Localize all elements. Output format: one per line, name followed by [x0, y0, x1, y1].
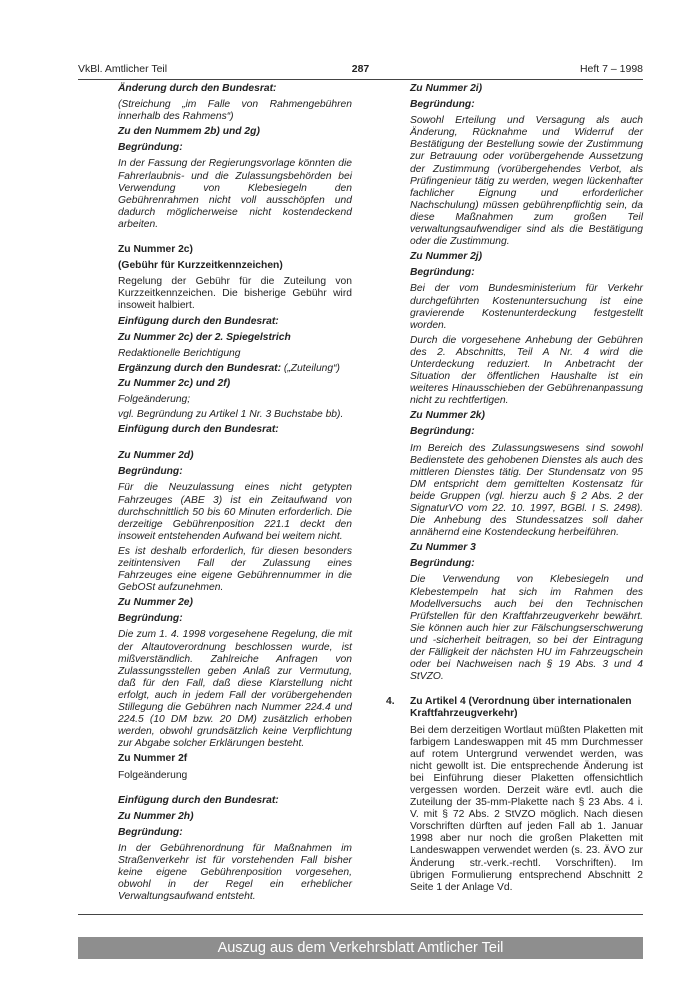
paragraph: Im Bereich des Zulassungswesens sind sowohl Bedienstete des gehobenen Dienstes als auch des mittleren Dienstes tätig. Der Stundensatz von 95 DM entspricht dem gemittelten Kostensatz für beide Gruppen (vgl. hierzu auch § 2 Abs. 2 der SignaturVO vom 22. 10. 1997, BGBl. I S. 2498). Die Anhebung des Stundessatzes soll daher annähernd eine Kostendeckung herbeiführen.	[410, 442, 643, 539]
section-heading: Zu Nummer 2e)	[118, 597, 193, 609]
paragraph: Redaktionelle Berichtigung	[118, 347, 241, 359]
paragraph: In der Gebührenordnung für Maßnahmen im Straßenverkehr ist für vorstehenden Fall bisher keine eigene Gebührenposition vorgesehen, obwohl in der Regel ein erheblicher Verwaltungsaufwand entsteht.	[118, 842, 352, 903]
paragraph: Bei der vom Bundesministerium für Verkehr durchgeführten Kostenuntersuchung ist eine gravierende Kostenunterdeckung festgestellt worden.	[410, 283, 643, 331]
item-number: 4.	[386, 696, 395, 708]
numbered-heading	[386, 696, 643, 720]
left-column	[118, 83, 352, 906]
paragraph: Es ist deshalb erforderlich, für diesen besonders zeitintensiven Fall der Zulassung eines Fahrzeuges eine eigene Gebührennummer in die GebOSt aufzunehmen.	[118, 545, 352, 594]
amendment-label: Ergänzung durch den Bundesrat:	[118, 362, 282, 374]
section-heading: Einfügung durch den Bundesrat:	[118, 794, 279, 806]
spacer	[118, 234, 352, 244]
section-heading: Zu Nummer 2j)	[410, 251, 483, 263]
section-heading: Einfügung durch den Bundesrat:	[118, 424, 279, 436]
section-heading: Zu den Nummem 2b) und 2g)	[118, 126, 260, 138]
section-heading: Begründung:	[118, 142, 183, 154]
amendment-note	[118, 363, 352, 375]
paragraph: In der Fassung der Regierungsvorlage könnten die Fahrerlaubnis- und die Zulassungsbehörden bei Verwendung von Klebesiegeln den Gebührenrahmen nicht voll ausschöpfen und dadurch möglicherweise nicht kostendeckend arbeiten.	[118, 158, 352, 230]
right-column	[386, 83, 643, 897]
section-heading: Begründung:	[118, 466, 183, 478]
spacer	[410, 686, 643, 696]
paragraph: Die Verwendung von Klebesiegeln und Klebestempeln hat sich im Rahmen des Modellversuchs auch bei den Technischen Prüfstellen für den Kraftfahrzeugverkehr bewährt. Sie können auch hier zur Fälschungserschwerung und -sicherheit beitragen, so bei der Eintragung der Fälligkeit der nächsten HU im Fahrzeugschein oder bei Nachweisen nach § 19 Abs. 3 und 4 StVZO.	[410, 574, 643, 683]
paragraph: (Streichung „im Falle von Rahmengebühren innerhalb des Rahmens“)	[118, 99, 352, 123]
section-heading: Zu Nummer 2d)	[118, 450, 194, 462]
section-heading: Zu Nummer 2i)	[410, 83, 483, 94]
section-heading: Zu Nummer 2h)	[118, 810, 194, 822]
header-rule	[78, 79, 643, 80]
issue-label: Heft 7 – 1998	[579, 63, 643, 75]
section-heading: Zu Nummer 2f	[118, 753, 188, 765]
section-heading: Begründung:	[118, 613, 183, 625]
paragraph: Regelung der Gebühr für die Zuteilung von Kurzzeitkennzeichen. Die bisherige Gebühr wird insoweit halbiert.	[118, 276, 352, 312]
section-heading: Zu Nummer 2c) und 2f)	[118, 377, 231, 389]
spacer	[118, 785, 352, 795]
section-heading: Zu Nummer 2c) der 2. Spiegelstrich	[118, 331, 291, 343]
section-heading: Änderung durch den Bundesrat:	[118, 83, 277, 94]
section-heading: Einfügung durch den Bundesrat:	[118, 315, 279, 327]
section-heading: Zu Nummer 2k)	[410, 410, 485, 422]
section-heading: Begründung:	[118, 826, 183, 838]
paragraph: Durch die vorgesehene Anhebung der Gebühren des 2. Abschnitts, Teil A Nr. 4 wird die Unterdeckung reduziert. In Anbetracht der Situation der öffentlichen Haushalte ist ein weiteres Hinausschieben der Gebührenanpassung nicht zu rechtfertigen.	[410, 334, 643, 407]
paragraph: Folgeänderung;	[118, 393, 191, 405]
section-heading: Begründung:	[410, 267, 475, 279]
section-heading: Begründung:	[410, 426, 475, 438]
heading-text: Zu Artikel 4 (Verordnung über internationalen Kraftfahrzeugverkehr)	[410, 696, 632, 720]
paragraph: Die zum 1. 4. 1998 vorgesehene Regelung, die mit der Altautoverordnung beschlossen wurde, ist mißverständlich. Zahlreiche Anfragen von Zulassungsstellen geben Anlaß zur Vermutung, daß für den Fall, daß diese Klarstellung nicht erfolgt, auch in jedem Fall der vorübergehenden Stillegung die Gebühren nach Nummer 224.4 und 224.5 (10 DM bzw. 20 DM) zusätzlich erhoben werden, obwohl grundsätzlich keine Verpflichtung zur Abgabe solcher Erklärungen besteht.	[118, 629, 352, 750]
paragraph: Bei dem derzeitigen Wortlaut müßten Plaketten mit farbigem Landeswappen mit 45 mm Durchmesser auf rotem Untergrund verwendet werden, was nicht gewollt ist. Die entsprechende Änderung ist bei Einführung dieser Plaketten offensichtlich vergessen worden. Derzeit wäre evtl. auch die Zuteilung der 35-mm-Plakette nach § 23 Abs. 4 i. V. mit § 72 Abs. 2 StVZO möglich. Nach diesen Vorschriften dürften auf jeden Fall ab 1. Januar 1998 aber nur noch die großen Plaketten mit Landeswappen verwendet werden (s. 23. ÄVO zur Änderung str.-verk.-rechtl. Vorschriften). Im übrigen Formulierung entsprechend Abschnitt 2 Seite 1 der Anlage Vd.	[410, 724, 643, 893]
footer-banner: Auszug aus dem Verkehrsblatt Amtlicher Teil	[78, 937, 643, 959]
paragraph: Sowohl Erteilung und Versagung als auch Änderung, Rücknahme und Widerruf der Bestätigung der Bestellung sowie der Zustimmung zur Betrauung oder vorübergehende Aussetzung der Zustimmung (vorübergehendes Verbot, als Prüfingenieur tätig zu werden, wegen lückenhafter fachlicher Eignung und erforderlicher Nachschulung) müssen gebührenpflichtig sein, da diese Maßnahmen zum großen Teil verwaltungsaufwendiger sind als die Bestätigung oder die Zustimmung.	[410, 115, 643, 248]
section-heading: Begründung:	[410, 558, 475, 570]
paragraph: vgl. Begründung zu Artikel 1 Nr. 3 Buchstabe bb).	[118, 409, 344, 421]
spacer	[118, 440, 352, 450]
paragraph: Folgeänderung	[118, 769, 188, 781]
page-number: 287	[351, 63, 370, 75]
journal-name: VkBl. Amtlicher Teil	[78, 63, 168, 75]
footer-rule	[78, 914, 643, 915]
amendment-text: („Zuteilung“)	[281, 362, 340, 374]
section-heading: Zu Nummer 2c)	[118, 244, 193, 256]
section-heading: Zu Nummer 3	[410, 542, 476, 554]
paragraph: Für die Neuzulassung eines nicht getypten Fahrzeuges (ABE 3) ist ein Zeitaufwand von durchschnittlich 50 bis 60 Minuten erforderlich. Die derzeitige Gebührenposition 221.1 deckt den insoweit entstehenden Aufwand bei weitem nicht.	[118, 482, 352, 542]
section-heading: (Gebühr für Kurzzeitkennzeichen)	[118, 260, 283, 272]
section-heading: Begründung:	[410, 99, 475, 111]
running-header	[78, 63, 643, 79]
